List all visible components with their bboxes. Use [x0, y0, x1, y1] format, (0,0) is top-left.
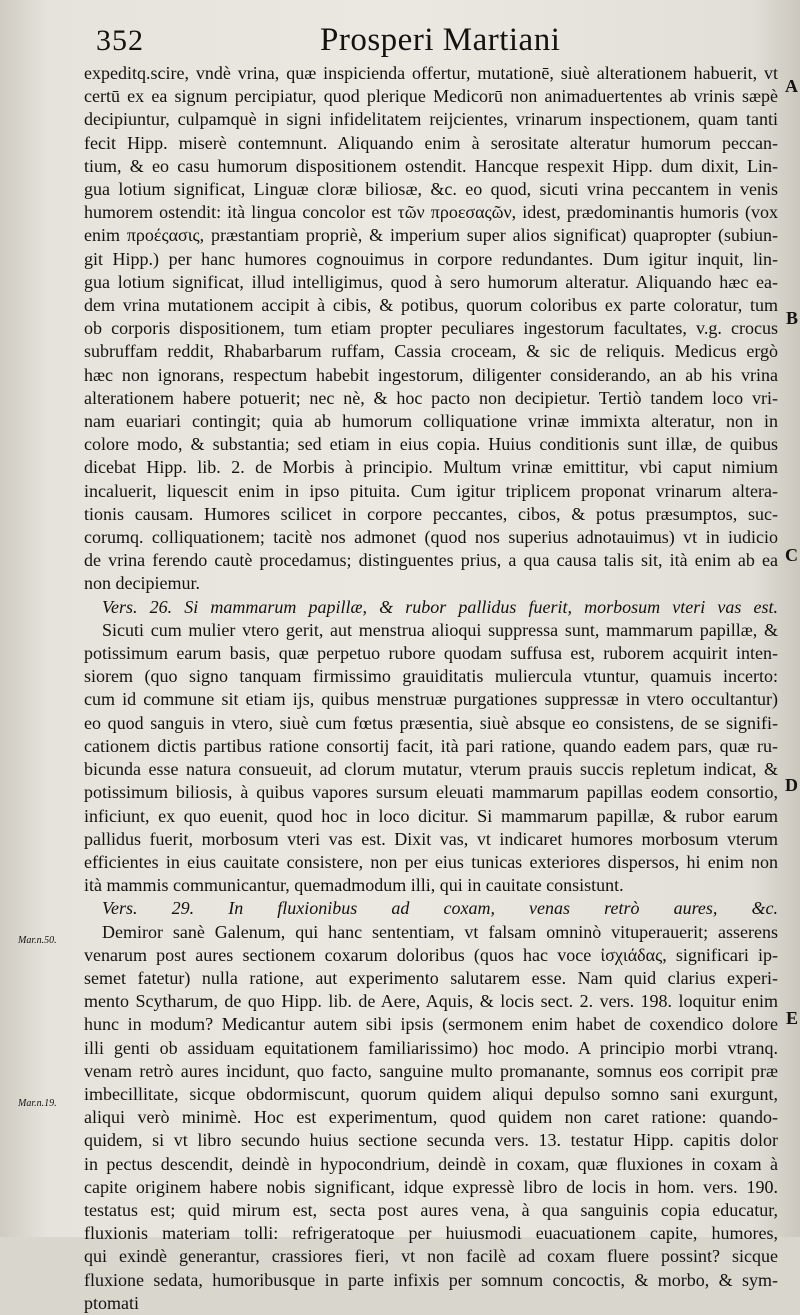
text-line: fecit Hipp. miserè contemnunt. Aliquando enim à serositate alteratur humorum peccan- — [84, 132, 778, 153]
text-line: tionis causam. Humores scilicet in corpore peccantes, cibos, & potus præsumptos, suc- — [84, 503, 778, 524]
text-line: venam retrò aures incidunt, quo facto, sanguine multo promanante, somnus eos corripit præ — [84, 1060, 778, 1081]
text-line: capite originem habere nobis significant, idque expressè libro de locis in hom. vers. 190. — [84, 1176, 778, 1197]
text-line: corumq. colliquationem; tacitè nos admonet (quod nos superius adnotauimus) vt in iudicio — [84, 527, 778, 548]
text-line: siorem (quo signo tanquam firmissimo grauiditatis muliercula vtuntur, quamuis incerto: — [84, 666, 778, 687]
text-line: non decipiemur. — [84, 573, 200, 594]
page-header — [96, 16, 776, 60]
text-line: alterationem habere potuerit; nec nè, & hoc pacto non decipietur. Tertiò tandem loco vri- — [84, 387, 778, 408]
text-line: ob corporis dispositionem, tum etiam propter peculiares ingestorum facultates, v.g. crocus — [84, 318, 778, 339]
text-line: de vrina ferendo cautè procedamus; distinguentes prius, a qua causa talis sit, ità enim ab ea — [84, 550, 778, 571]
text-line: testatus est; quid mirum est, secta post aures vena, à qua sanguinis copia educatur, — [84, 1199, 778, 1220]
margin-note: Mar.n.19. — [18, 1098, 57, 1109]
text-line: eo quod sanguis in vtero, siuè cum fœtus præsentia, siuè absque eo consistens, de se signifi- — [84, 712, 778, 733]
text-line: Demiror sanè Galenum, qui hanc sententiam, vt falsam omninò vituperauerit; asserens — [102, 921, 778, 942]
text-line: nam euariari contingit; quia ab humorum colliquatione vrinæ immixta alteratur, non in — [84, 411, 778, 432]
text-line: potissimum earum basis, quæ perpetuo rubore quodam suffusa est, ruborem acquirit inten- — [84, 643, 778, 664]
text-line: gua lotium significat, illud intelligimus, quod à sero humorum alteratur. Aliquando hæc ea- — [84, 271, 778, 292]
text-line: cum id commune sit etiam ijs, quibus menstruæ purgationes suppressæ in vtero occultantur) — [84, 689, 778, 710]
text-line: decipiuntur, culpamquè in signi infidelitatem reijcientes, vrinarum inspectionem, quam tanti — [84, 109, 778, 130]
text-line: tium, & eo casu humorum dispositionem ostendit. Hancque respexit Hipp. dum dixit, Lin- — [84, 155, 778, 176]
verse-heading: Vers. 26. Si mammarum papillæ, & rubor pallidus fuerit, morbosum vteri vas est. — [102, 596, 778, 617]
text-line: hæc non ignorans, respectum habebit ingestorum, diligenter considerando, an ab his vrina — [84, 364, 778, 385]
text-line: ptomati — [84, 1292, 139, 1313]
text-line: hunc in modum? Medicantur autem sibi ipsis (sermonem enim habet de coxendico dolore — [84, 1014, 778, 1035]
text-line: semet fatetur) nulla ratione, aut experimento salutarem esse. Nam quid clarius experi- — [84, 967, 778, 988]
verse-heading: Vers. 29. In fluxionibus ad coxam, venas retrò aures, &c. — [102, 898, 778, 919]
page-number: 352 — [96, 24, 144, 57]
text-line: fluxione sedata, humoribusque in parte infixis per somnum concoctis, & morbo, & sym- — [84, 1269, 778, 1290]
margin-note: Mar.n.50. — [18, 935, 57, 946]
text-line: colore modo, & substantia; sed etiam in eius copia. Huius conditionis sunt illæ, de quibus — [84, 434, 778, 455]
text-line: quidem, si vt libro secundo huius sectione secunda vers. 13. testatur Hipp. capitis dolor — [84, 1130, 778, 1151]
text-line: cationem dictis partibus ratione consortij facit, ità pari ratione, quando eadem pars, quæ ru- — [84, 735, 778, 756]
text-line: efficientes in eius cauitate consistere, non per eius tunicas exteriores dispersos, hi enim non — [84, 851, 778, 872]
text-line: dicebat Hipp. lib. 2. de Morbis à principio. Multum vrinæ emittitur, vbi caput nimium — [84, 457, 778, 478]
text-line: Sicuti cum mulier vtero gerit, aut menstrua alioqui suppressa sunt, mammarum papillæ, & — [102, 619, 778, 640]
body-text — [84, 62, 778, 1315]
text-line: potissimum biliosis, à quibus vapores sursum eleuati mammarum papillas eodem consortio, — [84, 782, 778, 803]
text-line: ità mammis communicantur, quemadmodum illi, qui in cauitate consistunt. — [84, 875, 624, 896]
text-line: mento Scytharum, de quo Hipp. lib. de Aere, Aquis, & locis sect. 2. vers. 198. loquitur enim — [84, 991, 778, 1012]
text-line: expeditq.scire, vndè vrina, quæ inspicienda offertur, mutationē, siuè alterationem habuerit, vt — [84, 63, 778, 83]
text-line: inficiunt, ex quo euenit, quod hoc in loco dicitur. Si mammarum papillæ, & rubor earum — [84, 805, 778, 826]
text-line: incaluerit, liquescit enim in ipso pituita. Cum igitur triplicem proponat vrinarum altera- — [84, 480, 778, 501]
text-line: imbecillitate, sicque obdormiscunt, quorum quidem aliqui depulso somno sani exurgunt, — [84, 1083, 778, 1104]
side-letter-e: E — [785, 1008, 798, 1028]
text-line: git Hipp.) per hanc humores cognouimus in corpore redundantes. Dum igitur inquit, lin- — [84, 248, 778, 269]
text-line: subruffam reddit, Rhabarbarum ruffam, Cassia croceam, & sic de reliquis. Medicus ergò — [84, 341, 778, 362]
text-line: certū ex ea signum percipiatur, quod plerique Medicorū non animaduertentes ab vrinis sæpè — [84, 86, 778, 107]
text-line: illi genti ob assiduam equitationem familiarissimo) hoc modo. A principio morbi vtranq. — [84, 1037, 778, 1058]
side-letter-b: B — [785, 308, 798, 328]
text-line: qui exindè generantur, crassiores fieri, vt non facilè ad coxam fluere possint? sicque — [84, 1246, 778, 1267]
side-letter-c: C — [785, 545, 798, 565]
text-line: gua lotium significat, Linguæ cloræ biliosæ, &c. eo quod, sicuti vrina peccantem in venis — [84, 179, 778, 200]
side-letter-d: D — [785, 775, 798, 795]
text-line: venarum post aures sectionem coxarum doloribus (quos hac voce ἰσχιάδας, significari ip- — [84, 944, 778, 965]
side-letter-a: A — [785, 76, 798, 96]
text-line: pallidus fuerit, morbosum vteri vas est. Dixit vas, vt indicaret humores morbosum vterum — [84, 828, 778, 849]
text-line: in pectus descendit, deindè in hypocondrium, deindè in coxam, quæ fluxiones in coxam à — [84, 1153, 778, 1174]
running-head: Prosperi Martiani — [320, 22, 561, 58]
text-line: dem vrina mutationem accipit à cibis, & potibus, quorum coloribus ex parte coloratur, tum — [84, 295, 778, 316]
text-line: humorem ostendit: ità lingua concolor est τῶν προεσαςῶν, idest, prædominantis humoris (vox — [84, 202, 778, 223]
text-line: enim προέςασις, præstantiam propriè, & imperium super alios significat) quapropter (subiun- — [84, 225, 778, 246]
text-line: bicunda esse natura consueuit, ad clorum mutatur, vterum prauis succis repletum indicat, & — [84, 759, 778, 780]
text-line: aliqui verò minimè. Hoc est experimentum, quod quidem non caret ratione: quando- — [84, 1107, 778, 1128]
text-line: fluxionis materiam tolli: refrigeratoque per huiusmodi euacuationem capite, humores, — [84, 1223, 778, 1244]
